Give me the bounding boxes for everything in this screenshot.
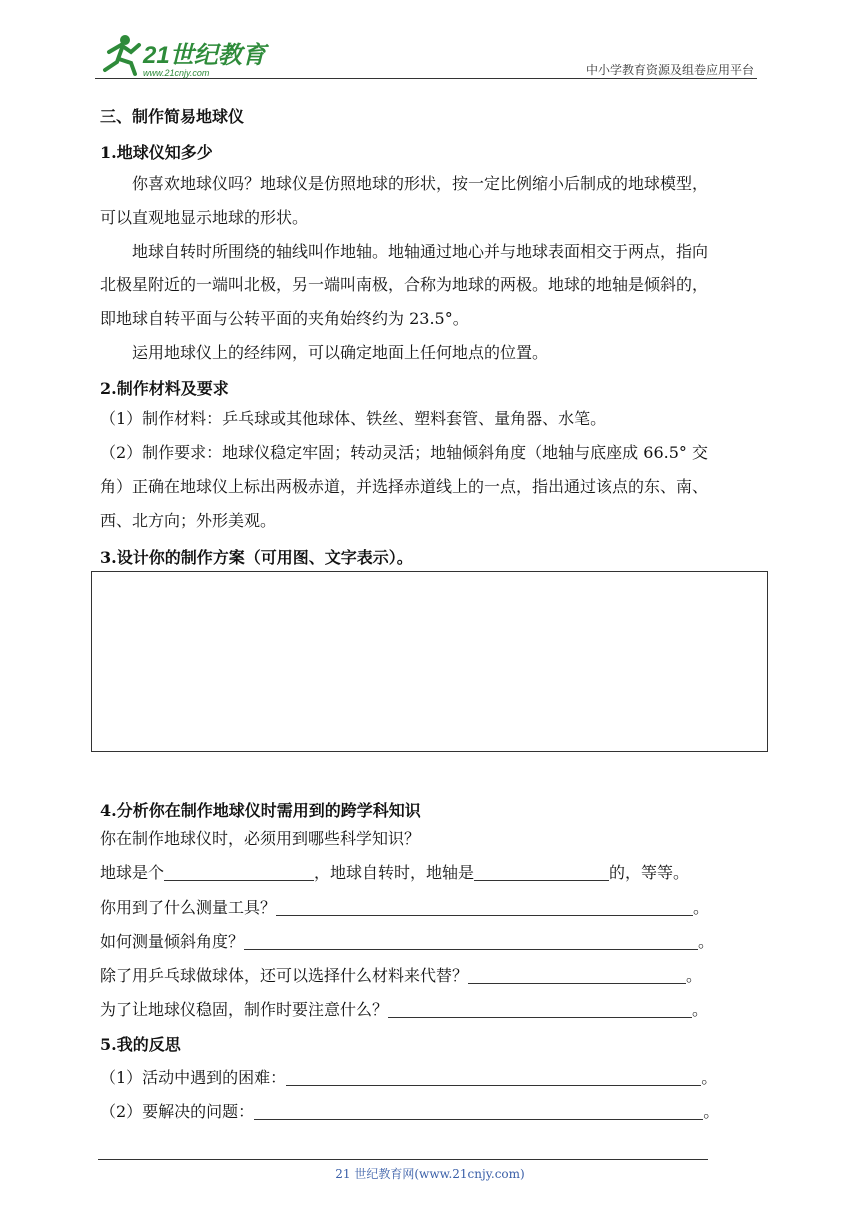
footer-text: 21 世纪教育网(www.21cnjy.com) [335, 1167, 525, 1181]
header-platform-text: 中小学教育资源及组卷应用平台 [585, 63, 754, 77]
blank-angle[interactable] [244, 931, 698, 950]
section-title: 三、制作简易地球仪 [100, 107, 245, 126]
blank-stability[interactable] [388, 999, 692, 1018]
runner-icon [105, 35, 139, 74]
para-2-line-1: 地球自转时所围绕的轴线叫作地轴。地轴通过地心并与地球表面相交于两点，指向 [132, 242, 709, 261]
heading-4: 4.分析你在制作地球仪时需用到的跨学科知识 [100, 801, 421, 820]
footer-divider [98, 1159, 708, 1160]
para-1-line-1: 你喜欢地球仪吗？地球仪是仿照地球的形状，按一定比例缩小后制成的地球模型， [132, 174, 709, 193]
blank-tools[interactable] [276, 897, 693, 916]
para-1-line-2: 可以直观地显示地球的形状。 [100, 208, 309, 227]
heading-3: 3.设计你的制作方案（可用图、文字表示）。 [100, 548, 413, 567]
heading-1: 1.地球仪知多少 [100, 143, 213, 162]
blank-axis-state[interactable] [474, 862, 609, 881]
q4-text: 除了用乒乓球做球体，还可以选择什么材料来代替？ [100, 966, 469, 985]
requirements-line-3: 西、北方向；外形美观。 [100, 511, 277, 530]
reflection-difficulties: （1）活动中遇到的困难： 。 [100, 1068, 718, 1087]
q3-text: 如何测量倾斜角度？ [100, 932, 245, 951]
para-2-line-3: 即地球自转平面与公转平面的夹角始终约为 23.5°。 [100, 309, 469, 328]
site-logo [95, 30, 270, 80]
requirements-line-2: 角）正确在地球仪上标出两极赤道，并选择赤道线上的一点，指出通过该点的东、南、 [100, 477, 709, 496]
logo-wordmark: 21世纪教育 [143, 42, 266, 69]
q1-part-a: 地球是个 [100, 863, 165, 882]
question-intro: 你在制作地球仪时，必须用到哪些科学知识？ [100, 829, 421, 848]
question-materials: 除了用乒乓球做球体，还可以选择什么材料来代替？ 。 [100, 966, 703, 985]
blank-earth-shape[interactable] [164, 862, 314, 881]
heading-2: 2.制作材料及要求 [100, 379, 229, 398]
reflection-problems: （2）要解决的问题： 。 [100, 1102, 720, 1121]
r2-text: （2）要解决的问题： [100, 1102, 255, 1121]
para-2-line-2: 北极星附近的一端叫北极，另一端叫南极，合称为地球的两极。地球的地轴是倾斜的， [100, 275, 709, 294]
logo-url: www.21cnjy.com [143, 68, 210, 78]
question-tools: 你用到了什么测量工具？ 。 [100, 898, 710, 917]
blank-difficulties[interactable] [286, 1067, 701, 1086]
design-answer-box[interactable] [91, 571, 768, 752]
r1-text: （1）活动中遇到的困难： [100, 1068, 287, 1087]
requirements-line-1: （2）制作要求：地球仪稳定牢固；转动灵活；地轴倾斜角度（地轴与底座成 66.5° 交 [100, 443, 708, 462]
question-angle: 如何测量倾斜角度？ 。 [100, 932, 715, 951]
question-stability: 为了让地球仪稳固，制作时要注意什么？ 。 [100, 1000, 709, 1019]
para-3: 运用地球仪上的经纬网，可以确定地面上任何地点的位置。 [132, 343, 549, 362]
q2-text: 你用到了什么测量工具？ [100, 898, 277, 917]
heading-5: 5.我的反思 [100, 1035, 181, 1054]
materials-item: （1）制作材料：乒乓球或其他球体、铁丝、塑料套管、量角器、水笔。 [100, 409, 607, 428]
q1-part-c: 的，等等。 [609, 863, 690, 882]
q5-text: 为了让地球仪稳固，制作时要注意什么？ [100, 1000, 389, 1019]
header-divider [95, 78, 757, 79]
blank-materials[interactable] [468, 965, 686, 984]
question-fill-blanks [100, 861, 689, 885]
q1-part-b: ，地球自转时，地轴是 [314, 863, 475, 882]
blank-problems[interactable] [254, 1101, 703, 1120]
